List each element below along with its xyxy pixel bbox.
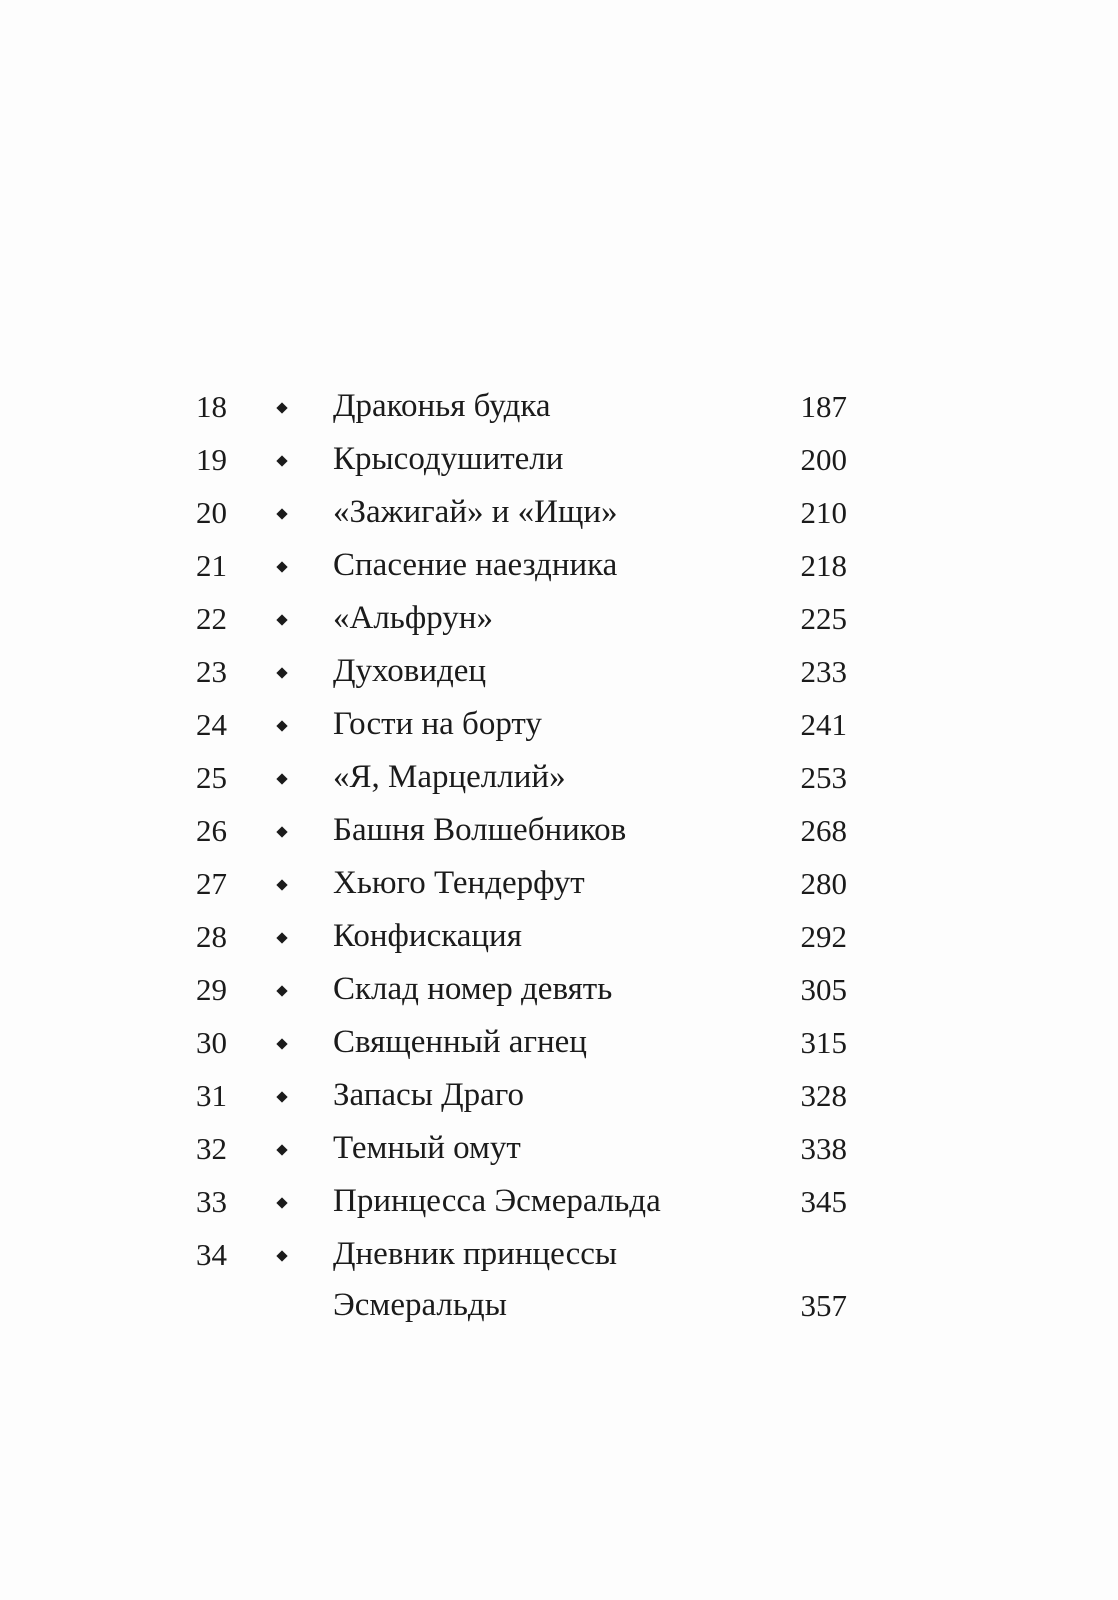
chapter-number: 25 [196, 760, 227, 795]
page-number: 338 [800, 1131, 847, 1166]
chapter-title: Крысодушители [333, 441, 564, 477]
bullet-icon [276, 1038, 288, 1050]
chapter-title: Драконья будка [333, 388, 551, 424]
toc-entry-28 [0, 910, 1118, 963]
chapter-title: «Альфрун» [333, 600, 493, 636]
bullet-icon [276, 614, 288, 626]
chapter-number: 27 [196, 866, 227, 901]
toc-entry-29 [0, 963, 1118, 1016]
toc-entry-30 [0, 1016, 1118, 1069]
chapter-number: 20 [196, 495, 227, 530]
chapter-title: Священный агнец [333, 1024, 587, 1060]
chapter-number: 29 [196, 972, 227, 1007]
page-number: 210 [800, 495, 847, 530]
chapter-title: «Зажигай» и «Ищи» [333, 494, 618, 530]
chapter-number: 32 [196, 1131, 227, 1166]
toc-entry-33 [0, 1175, 1118, 1228]
page-number: 233 [800, 654, 847, 689]
toc-entry-20 [0, 486, 1118, 539]
bullet-icon [276, 826, 288, 838]
bullet-icon [276, 1091, 288, 1103]
chapter-number: 33 [196, 1184, 227, 1219]
chapter-number: 31 [196, 1078, 227, 1113]
toc-entry-32 [0, 1122, 1118, 1175]
page-number: 225 [800, 601, 847, 636]
page-number: 253 [800, 760, 847, 795]
page-number: 328 [800, 1078, 847, 1113]
toc-entry-21 [0, 539, 1118, 592]
chapter-number: 18 [196, 389, 227, 424]
page-number: 218 [800, 548, 847, 583]
toc-entry-34-continued [0, 1279, 1118, 1332]
chapter-number: 34 [196, 1237, 227, 1272]
bullet-icon [276, 720, 288, 732]
toc-entry-23 [0, 645, 1118, 698]
page-number: 280 [800, 866, 847, 901]
chapter-title: Башня Волшебников [333, 812, 627, 848]
page-number: 241 [800, 707, 847, 742]
bullet-icon [276, 402, 288, 414]
chapter-title: Склад номер девять [333, 971, 613, 1007]
page-number: 292 [800, 919, 847, 954]
chapter-title: Принцесса Эсмеральда [333, 1183, 661, 1219]
page-number: 187 [800, 389, 847, 424]
page-number: 305 [800, 972, 847, 1007]
bullet-icon [276, 561, 288, 573]
chapter-number: 30 [196, 1025, 227, 1060]
bullet-icon [276, 455, 288, 467]
chapter-title: Спасение наездника [333, 547, 618, 583]
bullet-icon [276, 1197, 288, 1209]
table-of-contents [0, 380, 1118, 1332]
chapter-number: 26 [196, 813, 227, 848]
bullet-icon [276, 1144, 288, 1156]
toc-entry-26 [0, 804, 1118, 857]
bullet-icon [276, 1250, 288, 1262]
chapter-title: Духовидец [333, 653, 487, 689]
chapter-number: 21 [196, 548, 227, 583]
toc-entry-34 [0, 1228, 1118, 1279]
page-number: 315 [800, 1025, 847, 1060]
chapter-title-continuation: Эсмеральды [333, 1287, 507, 1323]
toc-entry-27 [0, 857, 1118, 910]
chapter-number: 22 [196, 601, 227, 636]
bullet-icon [276, 879, 288, 891]
bullet-icon [276, 773, 288, 785]
toc-entry-25 [0, 751, 1118, 804]
bullet-icon [276, 985, 288, 997]
toc-entry-22 [0, 592, 1118, 645]
chapter-title: Дневник принцессы [333, 1236, 618, 1272]
chapter-title: Гости на борту [333, 706, 542, 742]
chapter-number: 23 [196, 654, 227, 689]
chapter-number: 28 [196, 919, 227, 954]
page-number: 200 [800, 442, 847, 477]
bullet-icon [276, 667, 288, 679]
bullet-icon [276, 508, 288, 520]
chapter-number: 24 [196, 707, 227, 742]
chapter-title: «Я, Марцеллий» [333, 759, 566, 795]
toc-entry-18 [0, 380, 1118, 433]
chapter-number: 19 [196, 442, 227, 477]
page-number: 357 [800, 1288, 847, 1323]
chapter-title: Темный омут [333, 1130, 521, 1166]
page-number: 268 [800, 813, 847, 848]
chapter-title: Хьюго Тендерфут [333, 865, 585, 901]
toc-entry-24 [0, 698, 1118, 751]
chapter-title: Конфискация [333, 918, 522, 954]
page-number: 345 [800, 1184, 847, 1219]
toc-entry-31 [0, 1069, 1118, 1122]
bullet-icon [276, 932, 288, 944]
toc-entry-19 [0, 433, 1118, 486]
chapter-title: Запасы Драго [333, 1077, 524, 1113]
